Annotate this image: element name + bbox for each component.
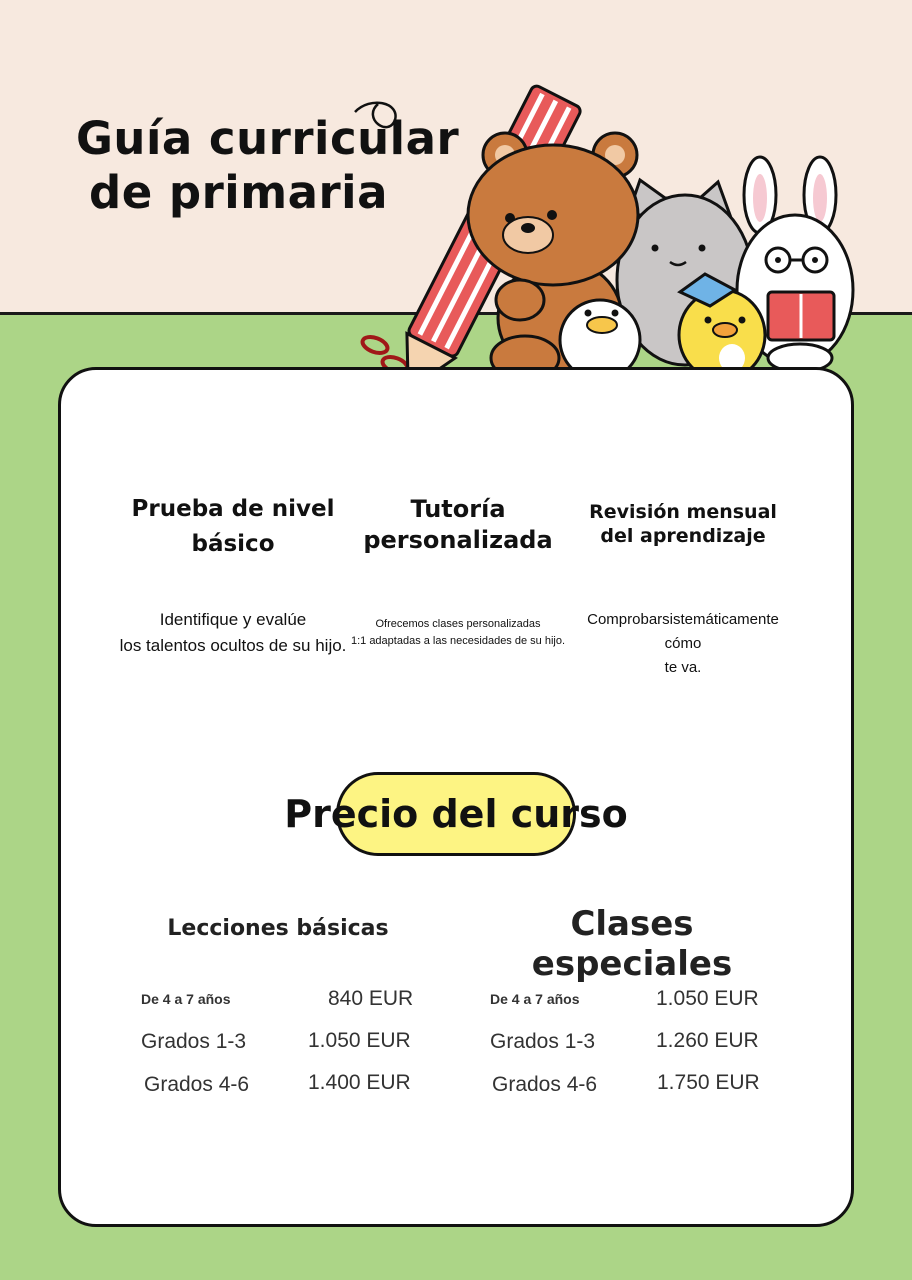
price-row-value: 1.750 EUR: [657, 1071, 760, 1094]
feature-title-monthly-review: Revisión mensual del aprendizaje: [589, 501, 777, 547]
feature-desc-monthly-review: [574, 608, 792, 680]
title-line-1: Guía curricular: [76, 112, 460, 165]
price-row-value: 1.050 EUR: [308, 1029, 411, 1052]
price-row-value: 1.260 EUR: [656, 1029, 759, 1052]
feature-desc-line: Comprobarsistemáticamente: [587, 611, 779, 628]
price-section-title: Precio del curso: [284, 792, 628, 836]
feature-desc-line: los talentos ocultos de su hijo.: [119, 636, 347, 655]
price-row-label: De 4 a 7 años: [490, 991, 580, 1007]
feature-title-tutoring: Tutoría personalizada: [363, 495, 553, 554]
special-classes-heading: Clases especiales: [531, 904, 733, 984]
animal-characters-illustration: [350, 70, 890, 400]
price-row-label: Grados 4-6: [144, 1073, 250, 1096]
price-row-label: De 4 a 7 años: [141, 991, 231, 1007]
feature-desc-line: 1:1 adaptadas a las necesidades de su hijo.: [350, 635, 566, 647]
feature-title-level-test: Prueba de nivel básico: [131, 496, 335, 557]
title-line-2: de primaria: [89, 166, 388, 219]
price-row-value: 1.400 EUR: [308, 1071, 411, 1094]
price-row-label: Grados 1-3: [490, 1030, 596, 1053]
price-row-value: 1.050 EUR: [656, 987, 759, 1010]
feature-desc-tutoring: [340, 616, 576, 650]
price-row-value: 840 EUR: [328, 987, 414, 1010]
basic-lessons-heading: Lecciones básicas: [167, 916, 389, 941]
feature-desc-line: te va.: [664, 659, 702, 676]
feature-desc-level-test: [108, 607, 358, 659]
feature-desc-line: cómo: [664, 635, 702, 652]
feature-desc-line: Identifique y evalúe: [159, 610, 307, 629]
scribble-decoration: [355, 103, 396, 127]
feature-desc-line: Ofrecemos clases personalizadas: [375, 618, 541, 630]
price-row-label: Grados 1-3: [141, 1030, 247, 1053]
price-row-label: Grados 4-6: [492, 1073, 598, 1096]
